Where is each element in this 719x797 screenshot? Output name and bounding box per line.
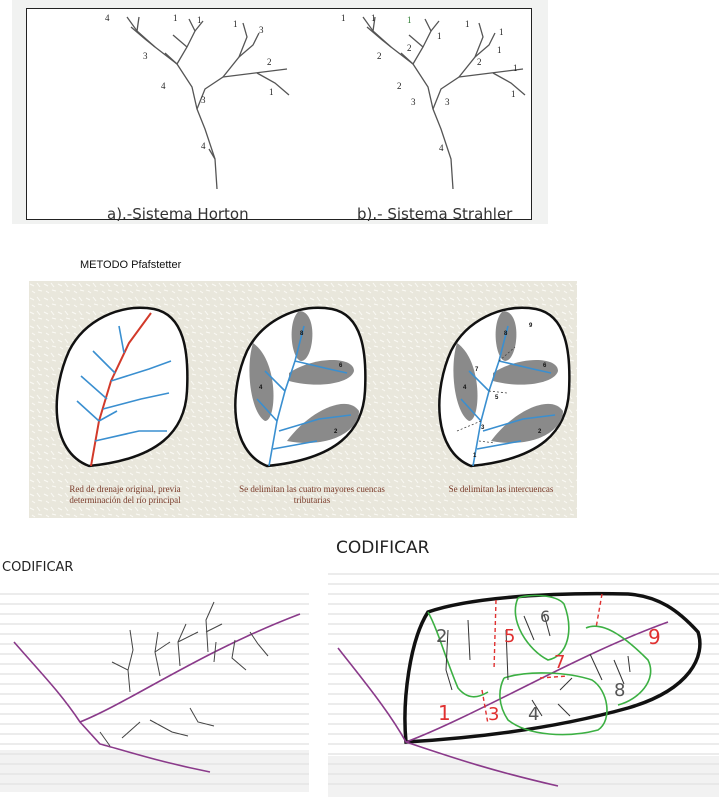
- pfafstetter-subbasin-number: 8: [504, 331, 508, 337]
- strahler-order-label: 2: [477, 57, 482, 67]
- strahler-order-label: 1: [513, 63, 518, 73]
- horton-order-label: 3: [201, 95, 206, 105]
- subbasin-code: 9: [648, 625, 661, 649]
- strahler-order-label: 2: [407, 43, 412, 53]
- pfafstetter-subbasin-number: 6: [543, 363, 547, 369]
- pfafstetter-subbasin-number: 4: [259, 385, 263, 391]
- stream-order-panel: [12, 0, 548, 224]
- strahler-order-label: 1: [497, 45, 502, 55]
- pfafstetter-caption-2: Se delimitan las cuatro mayores cuencas tributarias: [239, 484, 385, 505]
- horton-order-label: 1: [269, 87, 274, 97]
- pfafstetter-subbasin-number: 2: [538, 429, 542, 435]
- subbasin-code: 3: [488, 704, 500, 725]
- subbasin-code: 6: [540, 607, 551, 626]
- codificar-left-panel: [0, 582, 309, 792]
- horton-order-label: 4: [201, 141, 206, 151]
- pfafstetter-caption-1: Red de drenaje original, previa determinación del río principal: [69, 484, 181, 505]
- subbasin-code: 5: [504, 626, 516, 647]
- subbasin-code: 4: [528, 704, 540, 725]
- pfafstetter-subbasin-number: 7: [475, 367, 479, 373]
- stream-order-diagram: [27, 9, 530, 218]
- horton-order-label: 4: [161, 81, 166, 91]
- strahler-order-label: 2: [397, 81, 402, 91]
- strahler-order-label: 1: [341, 13, 346, 23]
- pfafstetter-caption-3: Se delimitan las intercuencas: [448, 484, 554, 494]
- pfafstetter-subbasin-number: 1: [473, 453, 477, 459]
- horton-order-label: 4: [105, 13, 110, 23]
- horton-order-label: 3: [259, 25, 264, 35]
- strahler-order-label: 1: [511, 89, 516, 99]
- pfafstetter-subbasin-number: 4: [463, 385, 467, 391]
- strahler-order-label: 3: [411, 97, 416, 107]
- codificar-right-panel: [328, 560, 719, 797]
- horton-order-label: 1: [233, 19, 238, 29]
- pfafstetter-diagram: [29, 281, 577, 518]
- strahler-order-label: 1: [465, 19, 470, 29]
- strahler-order-label: 3: [445, 97, 450, 107]
- pfafstetter-subbasin-number: 6: [339, 363, 343, 369]
- subbasin-code: 7: [554, 652, 566, 673]
- pfafstetter-subbasin-number: 5: [495, 395, 499, 401]
- strahler-order-label: 1: [437, 31, 442, 41]
- strahler-order-label: 4: [439, 143, 444, 153]
- horton-order-label: 1: [197, 15, 202, 25]
- strahler-order-label: 1: [407, 15, 412, 25]
- pfafstetter-subbasin-number: 9: [529, 323, 533, 329]
- strahler-caption: b).- Sistema Strahler: [357, 205, 513, 223]
- codificar-right-diagram: [328, 560, 719, 797]
- horton-caption: a).-Sistema Horton: [107, 205, 249, 223]
- pfafstetter-subbasin-number: 2: [334, 429, 338, 435]
- subbasin-code: 1: [438, 701, 451, 725]
- pfafstetter-subbasin-number: 3: [481, 425, 485, 431]
- horton-order-label: 2: [267, 57, 272, 67]
- strahler-order-label: 1: [371, 13, 376, 23]
- codificar-right-title: CODIFICAR: [336, 538, 430, 558]
- codificar-left-diagram: [0, 582, 309, 792]
- stream-order-frame: [26, 8, 532, 223]
- pfafstetter-subbasin-number: 8: [300, 331, 304, 337]
- strahler-order-label: 2: [377, 51, 382, 61]
- strahler-order-label: 1: [499, 27, 504, 37]
- subbasin-code: 8: [614, 680, 626, 701]
- horton-order-label: 3: [143, 51, 148, 61]
- pfafstetter-title: METODO Pfafstetter: [80, 259, 182, 271]
- horton-order-label: 1: [173, 13, 178, 23]
- codificar-left-title: CODIFICAR: [2, 560, 74, 575]
- subbasin-code: 2: [436, 626, 448, 647]
- pfafstetter-panel: [29, 281, 577, 518]
